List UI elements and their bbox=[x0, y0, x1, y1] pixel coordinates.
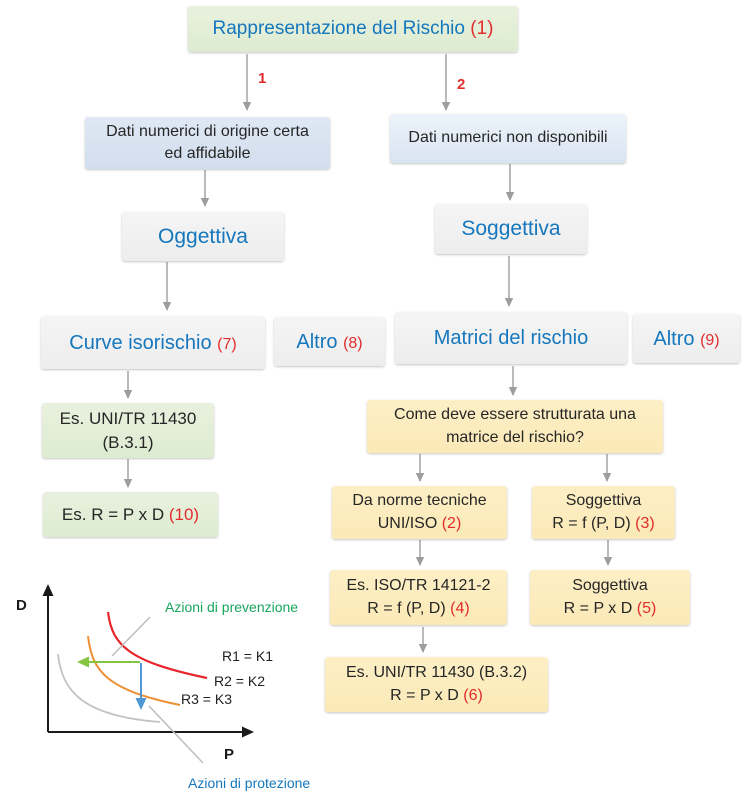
node-label bbox=[653, 325, 719, 353]
node-text: Dati numerici non disponibili bbox=[408, 129, 608, 147]
node-text-line1: Come deve essere strutturata una bbox=[394, 406, 636, 424]
node-da-norme-tecniche bbox=[332, 486, 507, 539]
node-text-line1: Dati numerici di origine certa bbox=[106, 122, 309, 140]
node-soggettiva bbox=[435, 204, 587, 254]
node-text-line1: Soggettiva bbox=[565, 492, 642, 510]
node-iso-tr-14121 bbox=[330, 570, 507, 625]
node-matrici-del-rischio bbox=[395, 312, 627, 364]
node-number: (3) bbox=[635, 514, 655, 532]
node-text: Oggettiva bbox=[158, 224, 248, 248]
node-dati-non-disponibili bbox=[390, 114, 626, 163]
node-label bbox=[62, 503, 199, 527]
node-number: (10) bbox=[168, 504, 200, 524]
node-number: (4) bbox=[450, 599, 470, 617]
node-text-line2: (B.3.1) bbox=[102, 432, 154, 452]
node-number: (9) bbox=[700, 331, 720, 349]
node-text: R = P x D bbox=[390, 686, 459, 704]
curve-label-r2: R2 = K2 bbox=[214, 673, 265, 689]
node-soggettiva-pxd-5 bbox=[530, 570, 690, 625]
node-soggettiva-fpd-3 bbox=[532, 486, 675, 539]
node-text: R = f (P, D) bbox=[552, 514, 631, 532]
node-dati-certa bbox=[85, 117, 330, 169]
node-text-line1: Es. UNI/TR 11430 (B.3.2) bbox=[345, 664, 528, 682]
node-text-line2 bbox=[564, 598, 657, 620]
node-come-strutturata-matrice bbox=[367, 400, 663, 453]
node-text-line2: ed affidabile bbox=[164, 145, 251, 162]
node-text: Soggettiva bbox=[461, 217, 561, 241]
node-text: Altro bbox=[653, 327, 695, 350]
node-text-line2: matrice del rischio? bbox=[446, 428, 584, 446]
node-text-line2 bbox=[552, 513, 654, 535]
node-text-line1: Es. ISO/TR 14121-2 bbox=[346, 577, 491, 595]
node-altro-9 bbox=[633, 314, 740, 363]
branch-label-1: 1 bbox=[258, 70, 267, 87]
node-text-line1: Soggettiva bbox=[572, 577, 648, 595]
node-label bbox=[213, 16, 494, 43]
node-text: R = P x D bbox=[563, 599, 633, 617]
node-number: (8) bbox=[343, 334, 363, 352]
node-text-line1: Es. UNI/TR 11430 bbox=[59, 408, 197, 428]
x-axis-label: P bbox=[224, 746, 235, 763]
node-number: (2) bbox=[441, 514, 462, 532]
iso-risk-curve-gray bbox=[58, 654, 160, 722]
node-number: (1) bbox=[470, 17, 494, 39]
node-oggettiva bbox=[122, 212, 284, 261]
node-text: Altro bbox=[296, 330, 338, 353]
node-text: Rappresentazione del Rischio bbox=[212, 17, 465, 39]
node-number: (6) bbox=[463, 686, 483, 704]
node-text-line2 bbox=[390, 685, 483, 707]
protection-pointer-line bbox=[149, 706, 203, 763]
node-r-pxd-10 bbox=[43, 492, 218, 537]
prevention-label: Azioni di prevenzione bbox=[165, 599, 299, 615]
prevention-pointer-line bbox=[112, 617, 150, 656]
node-curve-isorischio bbox=[41, 316, 265, 369]
node-text-line2 bbox=[367, 598, 469, 620]
node-label bbox=[69, 329, 236, 357]
node-text: UNI/ISO bbox=[377, 514, 438, 532]
node-rappresentazione-rischio bbox=[188, 6, 518, 52]
node-text: R = f (P, D) bbox=[367, 599, 446, 617]
node-text: Es. R = P x D bbox=[61, 504, 165, 524]
curve-label-r3: R3 = K3 bbox=[181, 691, 232, 707]
node-number: (7) bbox=[217, 335, 237, 353]
risk-curves-chart bbox=[16, 586, 310, 791]
node-label bbox=[296, 328, 362, 356]
protection-label: Azioni di protezione bbox=[188, 775, 311, 791]
node-text: Curve isorischio bbox=[69, 331, 212, 354]
node-uni-tr-11430-b32 bbox=[325, 657, 548, 712]
branch-label-2: 2 bbox=[457, 76, 466, 93]
iso-risk-curve-orange bbox=[88, 636, 180, 705]
curve-label-r1: R1 = K1 bbox=[222, 648, 273, 664]
node-text-line2 bbox=[378, 513, 462, 535]
node-number: (5) bbox=[636, 599, 657, 617]
node-text-line1: Da norme tecniche bbox=[352, 492, 487, 510]
node-uni-tr-11430-b31 bbox=[42, 403, 214, 458]
node-altro-8 bbox=[274, 317, 385, 366]
node-text: Matrici del rischio bbox=[433, 327, 589, 349]
y-axis-label: D bbox=[16, 597, 27, 614]
